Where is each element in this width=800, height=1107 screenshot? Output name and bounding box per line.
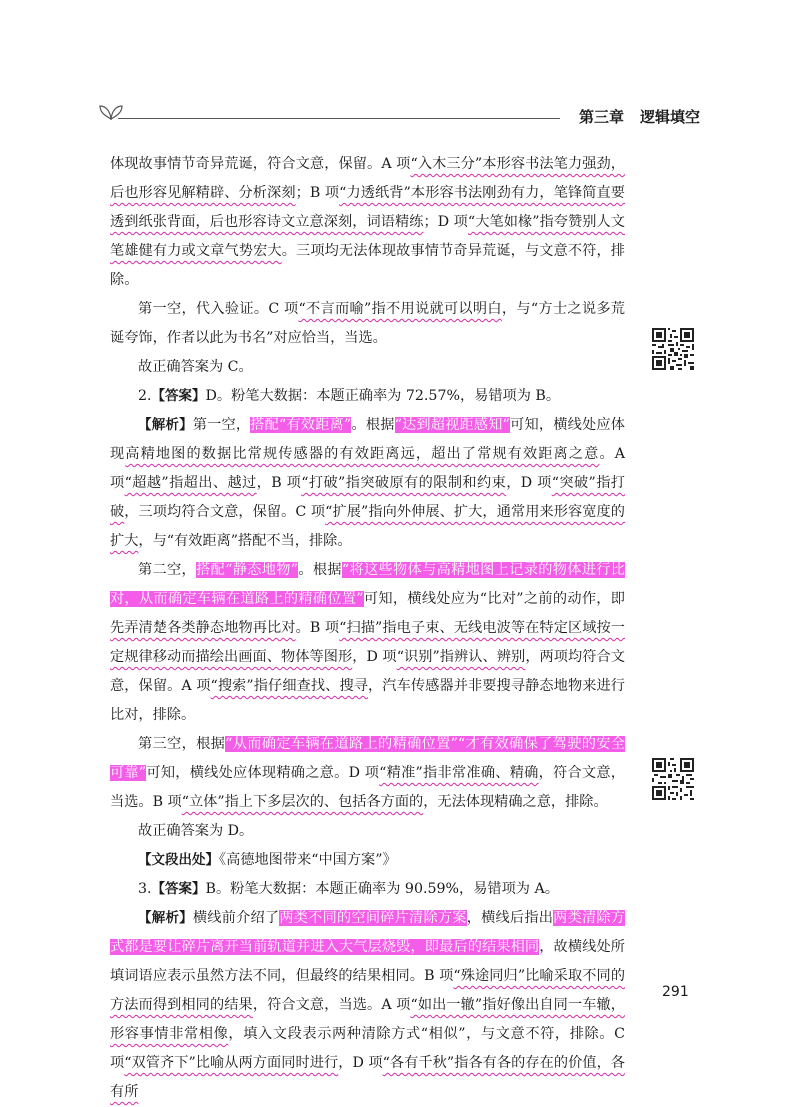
question-answer-line: 2.【答案】D。粉笔大数据：本题正确率为 72.57%，易错项为 B。 xyxy=(138,388,561,404)
highlight: 两类不同的空间碎片清除方案 xyxy=(279,910,467,926)
analysis-tag: 【解析】 xyxy=(138,417,193,433)
answer-explanation-body xyxy=(110,150,625,1107)
page-number: 291 xyxy=(662,984,689,1000)
source-tag: 【文段出处】 xyxy=(138,852,219,868)
chapter-title: 逻辑填空 xyxy=(639,108,700,126)
paragraph: 体现故事情节奇异荒诞，符合文意，保留。A 项“入木三分”本形容书法笔力强劲，后也形容见解精辟、分析深刻；B 项“力透纸背”本形容书法刚劲有力，笔锋简直要透到纸张背面，后也形容诗文立意深刻，词语精练；D 项“大笔如椽”指夸赞别人文笔雄健有力或文章气势宏大。三项均无法体现故事情节奇异荒诞，与文意不符，排除。 xyxy=(110,156,625,288)
paragraph: 【解析】第一空，搭配“有效距离”。根据“达到超视距感知”可知，横线处应体现高精地图的数据比常规传感器的有效距离远，超出了常规有效距离之意。A 项“超越”指超出、越过，B 项“打破”指突破原有的限制和约束，D 项“突破”指打破，三项均符合文意，保留。C 项“扩展”指向外伸展、扩大，通常用来形容宽度的扩大，与“有效距离”搭配不当，排除。 xyxy=(110,417,625,549)
highlight: “将这些物体与高精地图上记录的物体进行比对，从而确定车辆在道路上的精确位置” xyxy=(110,562,625,607)
paragraph: 【解析】横线前介绍了两类不同的空间碎片清除方案，横线后指出两类清除方式都是要让碎片离开当前轨道并进入大气层烧毁，即最后的结果相同，故横线处所填词语应表示虽然方法不同，但最终的结果相同。B 项“殊途同归”比喻采取不同的方法而得到相同的结果，符合文意，当选。A 项“如出一辙”指好像出自同一车辙，形容事情非常相像，填入文段表示两种清除方式“相似”，与文意不符，排除。C 项“双管齐下”比喻从两方面同时进行，D 项“各有千秋”指各有各的存在的价值，各有所 xyxy=(110,910,626,1100)
highlight: “达到超视距感知” xyxy=(394,417,510,433)
highlight: “从而确定车辆在道路上的精确位置”“才有效确保了驾驶的安全可靠” xyxy=(110,736,625,781)
source-line: 【文段出处】《高德地图带来“中国方案”》 xyxy=(138,852,397,868)
qr-code-icon[interactable] xyxy=(652,758,694,800)
qr-code-icon[interactable] xyxy=(652,328,694,370)
highlight: 搭配“静态地物” xyxy=(196,562,299,578)
answer-tag: 【答案】 xyxy=(151,881,206,897)
paragraph: 第一空，代入验证。C 项“不言而喻”指不用说就可以明白，与“方士之说多荒诞夸饰，作者以此为书名”对应恰当，当选。 xyxy=(110,301,625,346)
chapter-header xyxy=(98,96,702,130)
paragraph: 第二空，搭配“静态地物”。根据“将这些物体与高精地图上记录的物体进行比对，从而确定车辆在道路上的精确位置”可知，横线处应为“比对”之前的动作，即先弄清楚各类静态地物再比对。B 项“扫描”指电子束、无线电波等在特定区域按一定规律移动而描绘出画面、物体等图形，D 项“识别”指辨认、辨别，两项均符合文意，保留。A 项“搜索”指仔细查找、搜寻，汽车传感器并非要搜寻静态地物来进行比对，排除。 xyxy=(110,562,625,723)
chapter-label: 第三章 xyxy=(578,108,624,126)
question-answer-line: 3.【答案】B。粉笔大数据：本题正确率为 90.59%，易错项为 A。 xyxy=(138,881,559,897)
answer-conclusion: 故正确答案为 C。 xyxy=(138,359,253,375)
answer-conclusion: 故正确答案为 D。 xyxy=(138,823,254,839)
analysis-tag: 【解析】 xyxy=(138,910,193,926)
highlight: 搭配“有效距离” xyxy=(250,417,352,433)
highlight: 两类清除方式都是要让碎片离开当前轨道并进入大气层烧毁，即最后的结果相同 xyxy=(110,910,625,955)
paragraph: 第三空，根据“从而确定车辆在道路上的精确位置”“才有效确保了驾驶的安全可靠”可知，横线处应体现精确之意。D 项“精准”指非常准确、精确，符合文意，当选。B 项“立体”指上下多层次的、包括各方面的，无法体现精确之意，排除。 xyxy=(110,736,625,810)
header-rule xyxy=(118,118,560,119)
answer-tag: 【答案】 xyxy=(151,388,206,404)
